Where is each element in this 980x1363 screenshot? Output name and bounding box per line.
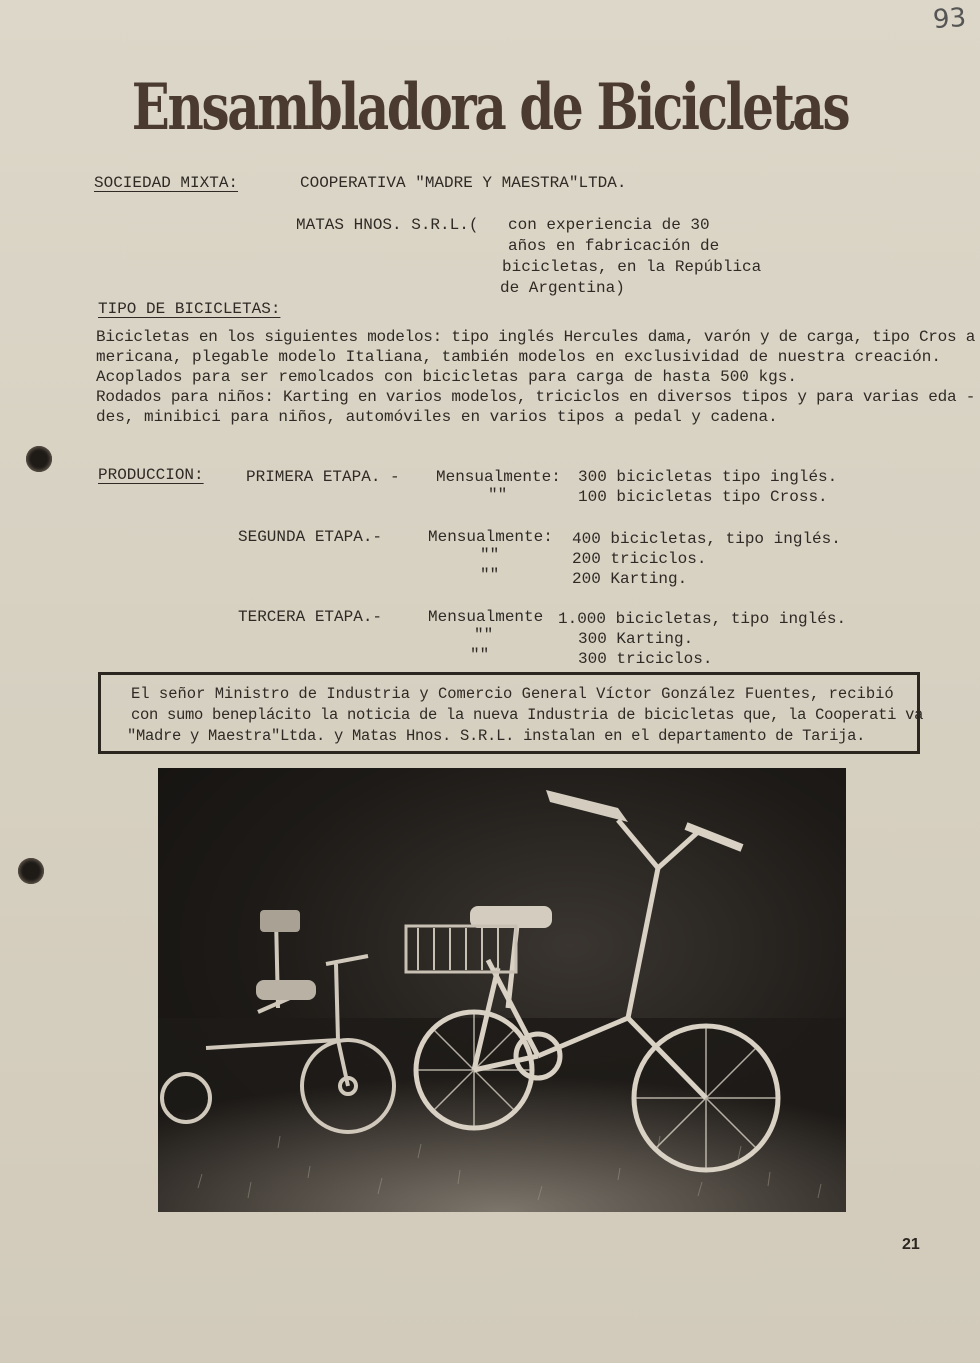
- handwritten-page-number: 93: [931, 2, 968, 36]
- stage-item: 200 Karting.: [572, 570, 688, 588]
- tipo-line: Rodados para niños: Karting en varios modelos, triciclos en diversos tipos y para varias eda -: [96, 388, 976, 406]
- stage-frequency: Mensualmente:: [436, 468, 561, 486]
- punch-hole: [26, 446, 52, 472]
- ditto-mark: "": [474, 626, 494, 644]
- stage-name: PRIMERA ETAPA. -: [246, 468, 400, 486]
- ditto-mark: "": [488, 486, 508, 504]
- punch-hole: [18, 858, 44, 884]
- stage-item: 400 bicicletas, tipo inglés.: [572, 530, 841, 548]
- tipo-line: des, minibici para niños, automóviles en varios tipos a pedal y cadena.: [96, 408, 778, 426]
- stage-name: SEGUNDA ETAPA.-: [238, 528, 383, 546]
- sociedad-label: SOCIEDAD MIXTA:: [94, 174, 239, 192]
- produccion-heading: PRODUCCION:: [98, 466, 204, 484]
- partner-2-note-line: bicicletas, en la República: [502, 258, 762, 276]
- tipo-line: mericana, plegable modelo Italiana, también modelos en exclusividad de nuestra creación.: [96, 348, 941, 366]
- partner-2-note-line: años en fabricación de: [508, 237, 720, 255]
- ditto-mark: "": [480, 566, 500, 584]
- stage-frequency: Mensualmente:: [428, 528, 553, 546]
- tipo-line: Bicicletas en los siguientes modelos: tipo inglés Hercules dama, varón y de carga, tipo Cros a: [96, 328, 976, 346]
- notice-line: con sumo beneplácito la noticia de la nueva Industria de bicicletas que, la Cooperati va: [131, 706, 924, 724]
- sociedad-partner-1: COOPERATIVA "MADRE Y MAESTRA"LTDA.: [300, 174, 627, 192]
- tipo-line: Acoplados para ser remolcados con bicicletas para carga de hasta 500 kgs.: [96, 368, 797, 386]
- bicycles-illustration: [158, 768, 846, 1212]
- stage-item: 100 bicicletas tipo Cross.: [578, 488, 828, 506]
- sociedad-partner-2: MATAS HNOS. S.R.L.(: [296, 216, 479, 234]
- notice-box: [98, 672, 924, 754]
- bicycles-photo: [158, 768, 846, 1212]
- stage-name: TERCERA ETAPA.-: [238, 608, 383, 626]
- partner-2-note-line: de Argentina): [500, 279, 625, 297]
- stage-item: 300 triciclos.: [578, 650, 713, 668]
- ditto-mark: "": [470, 646, 490, 664]
- stage-frequency: Mensualmente: [428, 608, 544, 626]
- notice-line: El señor Ministro de Industria y Comercio General Víctor González Fuentes, recibió: [131, 685, 894, 703]
- notice-line: "Madre y Maestra"Ltda. y Matas Hnos. S.R.L. instalan en el departamento de Tarija.: [127, 727, 866, 745]
- page-number: 21: [902, 1236, 920, 1253]
- page-title: Ensambladora de Bicicletas: [131, 70, 849, 145]
- stage-item: 300 Karting.: [578, 630, 694, 648]
- partner-2-note-line: con experiencia de 30: [508, 216, 710, 234]
- stage-item: 1.000 bicicletas, tipo inglés.: [558, 610, 847, 628]
- stage-item: 200 triciclos.: [572, 550, 707, 568]
- ditto-mark: "": [480, 546, 500, 564]
- stage-item: 300 bicicletas tipo inglés.: [578, 468, 838, 486]
- tipo-heading: TIPO DE BICICLETAS:: [98, 300, 281, 318]
